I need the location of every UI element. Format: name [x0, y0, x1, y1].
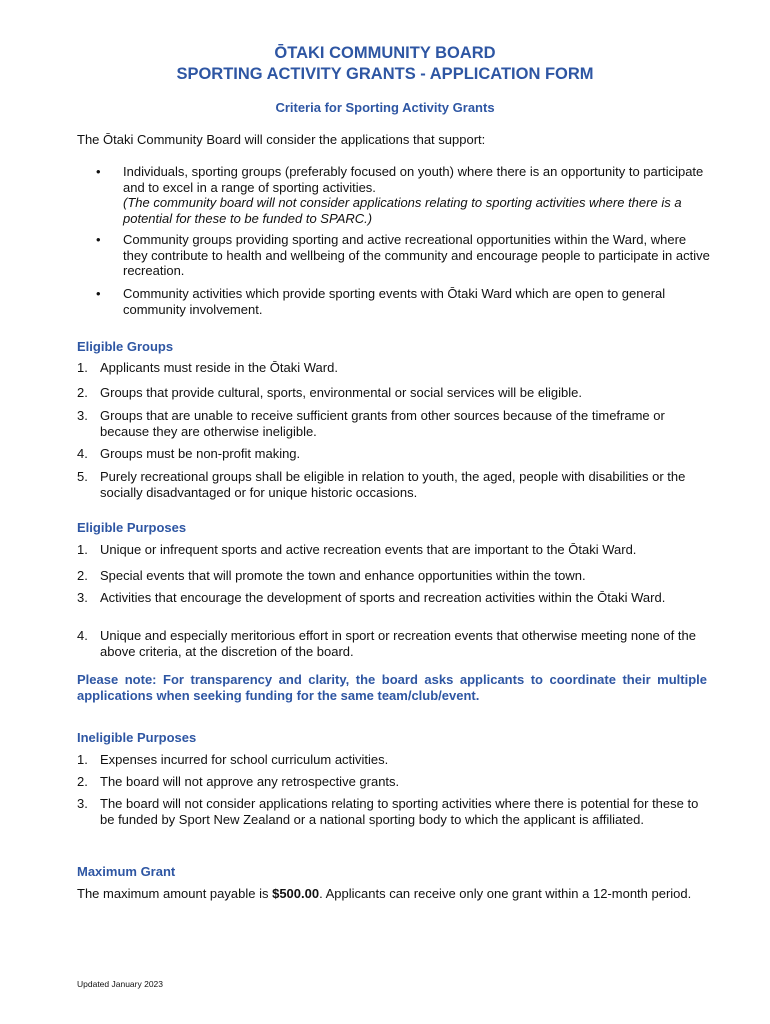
list-text: The board will not approve any retrospective grants.: [100, 774, 400, 789]
list-text: Unique or infrequent sports and active recreation events that are important to the Ōtaki Ward.: [100, 542, 637, 557]
eligible-purposes-heading: Eligible Purposes: [77, 520, 187, 535]
list-text: The board will not consider applications relating to sporting activities where there is potential for these to be funded by Sport New Zealand or a national sporting body to which the applicant is affiliated.: [100, 796, 699, 827]
list-number: 3.: [77, 796, 88, 811]
criteria-heading: Criteria for Sporting Activity Grants: [275, 100, 495, 115]
maximum-grant-text-after: . Applicants can receive only one grant within a 12-month period.: [319, 886, 692, 901]
list-text: Expenses incurred for school curriculum activities.: [100, 752, 389, 767]
list-text: Groups that provide cultural, sports, environmental or social services will be eligible.: [100, 385, 582, 400]
intro-paragraph: The Ōtaki Community Board will consider the applications that support:: [77, 132, 486, 147]
list-text: Groups that are unable to receive sufficient grants from other sources because of the timeframe or because they are otherwise ineligible.: [100, 408, 665, 439]
list-number: 5.: [77, 469, 88, 484]
list-number: 4.: [77, 446, 88, 461]
list-number: 2.: [77, 568, 88, 583]
list-text: Applicants must reside in the Ōtaki Ward.: [100, 360, 338, 375]
ineligible-purposes-heading: Ineligible Purposes: [77, 730, 197, 745]
list-number: 1.: [77, 360, 88, 375]
maximum-grant-heading: Maximum Grant: [77, 864, 176, 879]
please-note: Please note: For transparency and clarity, the board asks applicants to coordinate their multiple applications when seeking funding for the same team/club/event.: [77, 672, 707, 703]
bullet-text: Individuals, sporting groups (preferably focused on youth) where there is an opportunity to participate and to excel in a range of sporting activities.: [123, 164, 704, 195]
list-number: 3.: [77, 590, 88, 605]
board-title: ŌTAKI COMMUNITY BOARD: [274, 44, 496, 62]
bullet-note: (The community board will not consider applications relating to sporting activities where there is a potential for these to be funded to SPARC.): [123, 195, 682, 226]
maximum-grant-text: [77, 886, 707, 902]
bullet-text: Community groups providing sporting and active recreational opportunities within the Ward, where they contribute to health and wellbeing of the community and encourage people to participate in active recreation.: [123, 232, 710, 278]
list-text: Activities that encourage the development of sports and recreation activities within the Ōtaki Ward.: [100, 590, 666, 605]
maximum-grant-amount: $500.00: [272, 886, 320, 901]
list-number: 4.: [77, 628, 88, 643]
list-number: 1.: [77, 752, 88, 767]
bullet-text: Community activities which provide sporting events with Ōtaki Ward which are open to general community involvement.: [123, 286, 666, 317]
form-title: SPORTING ACTIVITY GRANTS - APPLICATION FORM: [176, 65, 594, 83]
maximum-grant-text-before: The maximum amount payable is: [77, 886, 273, 901]
footer-updated-date: Updated January 2023: [77, 979, 164, 989]
eligible-groups-heading: Eligible Groups: [77, 339, 174, 354]
list-text: Groups must be non-profit making.: [100, 446, 301, 461]
list-text: Unique and especially meritorious effort in sport or recreation events that otherwise meeting none of the above criteria, at the discretion of the board.: [100, 628, 696, 659]
bullet-icon: •: [96, 286, 101, 301]
list-number: 2.: [77, 385, 88, 400]
list-number: 1.: [77, 542, 88, 557]
list-number: 2.: [77, 774, 88, 789]
list-text: Purely recreational groups shall be eligible in relation to youth, the aged, people with disabilities or the socially disadvantaged or for unique historic occasions.: [100, 469, 686, 500]
bullet-icon: •: [96, 164, 101, 179]
list-text: Special events that will promote the town and enhance opportunities within the town.: [100, 568, 586, 583]
list-number: 3.: [77, 408, 88, 423]
bullet-icon: •: [96, 232, 101, 247]
